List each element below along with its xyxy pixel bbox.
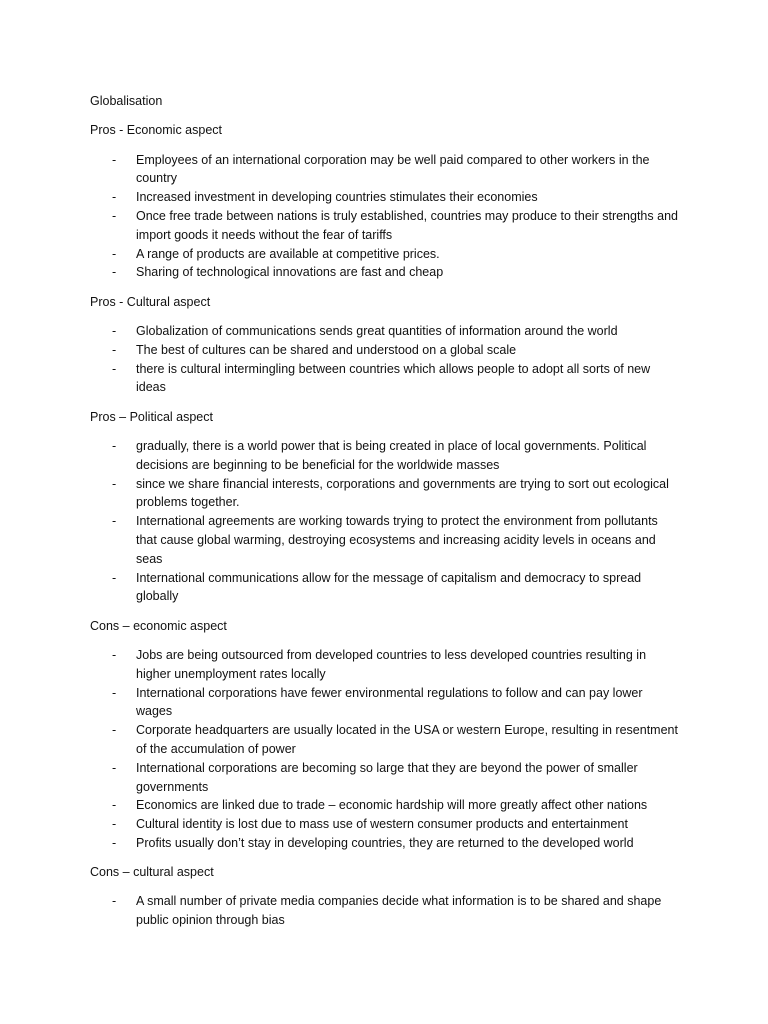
- dash-marker: -: [112, 514, 117, 529]
- list-item: [90, 322, 680, 341]
- list-item: [90, 892, 680, 930]
- document-title: Globalisation: [90, 94, 163, 108]
- section-heading: Cons – cultural aspect: [90, 865, 214, 880]
- list-item-text: Sharing of technological innovations are fast and cheap: [136, 265, 444, 280]
- list-item-text: International agreements are working towards trying to protect the environment from pollutants that cause global warming, destroying ecosystems and increasing acidity levels in oceans and seas: [136, 514, 658, 566]
- list-item-text: Globalization of communications sends great quantities of information around the world: [136, 323, 618, 338]
- section-pros-political: [90, 408, 690, 606]
- dash-marker: -: [112, 361, 117, 376]
- list-item: [90, 512, 680, 568]
- dash-marker: -: [112, 438, 117, 453]
- list-item: [90, 437, 680, 475]
- list-item: [90, 759, 680, 797]
- list-item-text: Corporate headquarters are usually located in the USA or western Europe, resulting in resentment of the accumulation of power: [136, 723, 678, 756]
- dash-marker: -: [112, 723, 117, 738]
- list-item: [90, 245, 680, 264]
- list-item-text: International corporations have fewer environmental regulations to follow and can pay lower wages: [136, 685, 643, 719]
- list-item: [90, 475, 680, 513]
- list-item: [90, 815, 680, 834]
- bullet-list: [90, 322, 690, 397]
- list-item-text: Profits usually don’t stay in developing countries, they are returned to the developed world: [136, 835, 634, 850]
- list-item-text: A range of products are available at competitive prices.: [136, 246, 440, 261]
- dash-marker: -: [112, 835, 117, 850]
- section-pros-economic: [90, 121, 690, 282]
- bullet-list: [90, 892, 690, 930]
- list-item-text: there is cultural intermingling between countries which allows people to adopt all sorts of new ideas: [136, 361, 651, 395]
- dash-marker: -: [112, 190, 117, 205]
- dash-marker: -: [112, 323, 117, 338]
- dash-marker: -: [112, 760, 117, 775]
- dash-marker: -: [112, 570, 117, 585]
- list-item-text: A small number of private media companies decide what information is to be shared and shape public opinion through bias: [136, 894, 662, 928]
- section-heading: Pros – Political aspect: [90, 409, 213, 424]
- section-heading: Cons – economic aspect: [90, 618, 227, 633]
- dash-marker: -: [112, 894, 117, 909]
- bullet-list: [90, 437, 690, 606]
- section-pros-cultural: [90, 293, 690, 397]
- list-item-text: International communications allow for the message of capitalism and democracy to spread globally: [136, 570, 642, 604]
- dash-marker: -: [112, 152, 117, 167]
- list-item-text: Once free trade between nations is truly established, countries may produce to their strengths and import goods it needs without the fear of tariffs: [136, 208, 678, 242]
- list-item: [90, 796, 680, 815]
- list-item: [90, 834, 680, 853]
- dash-marker: -: [112, 685, 117, 700]
- list-item: [90, 360, 680, 398]
- list-item: [90, 646, 680, 684]
- bullet-list: [90, 646, 690, 853]
- list-item-text: International corporations are becoming so large that they are beyond the power of smaller governments: [136, 760, 638, 794]
- section-heading: Pros - Cultural aspect: [90, 294, 211, 309]
- list-item: [90, 569, 680, 607]
- list-item: [90, 188, 680, 207]
- list-item: [90, 721, 680, 759]
- section-cons-cultural: [90, 863, 690, 930]
- dash-marker: -: [112, 817, 117, 832]
- list-item: [90, 151, 680, 189]
- list-item-text: Economics are linked due to trade – economic hardship will more greatly affect other nations: [136, 798, 648, 813]
- list-item: [90, 263, 680, 282]
- dash-marker: -: [112, 208, 117, 223]
- document-body: [90, 92, 690, 941]
- list-item-text: The best of cultures can be shared and understood on a global scale: [136, 342, 517, 357]
- list-item-text: Jobs are being outsourced from developed countries to less developed countries resulting in higher unemployment rates locally: [136, 647, 647, 681]
- dash-marker: -: [112, 798, 117, 813]
- list-item-text: gradually, there is a world power that is being created in place of local governments. Political decisions are beginning to be beneficial for the worldwide masses: [136, 438, 647, 472]
- list-item: [90, 684, 680, 722]
- dash-marker: -: [112, 342, 117, 357]
- bullet-list: [90, 151, 690, 283]
- dash-marker: -: [112, 647, 117, 662]
- list-item-text: Cultural identity is lost due to mass use of western consumer products and entertainment: [136, 817, 628, 832]
- section-cons-economic: [90, 617, 690, 853]
- dash-marker: -: [112, 265, 117, 280]
- list-item: [90, 341, 680, 360]
- list-item-text: since we share financial interests, corporations and governments are trying to sort out ecological problems together.: [136, 476, 669, 510]
- dash-marker: -: [112, 246, 117, 261]
- list-item-text: Increased investment in developing countries stimulates their economies: [136, 190, 538, 205]
- dash-marker: -: [112, 476, 117, 491]
- list-item: [90, 207, 680, 245]
- section-heading: Pros - Economic aspect: [90, 123, 222, 138]
- list-item-text: Employees of an international corporation may be well paid compared to other workers in the country: [136, 152, 650, 186]
